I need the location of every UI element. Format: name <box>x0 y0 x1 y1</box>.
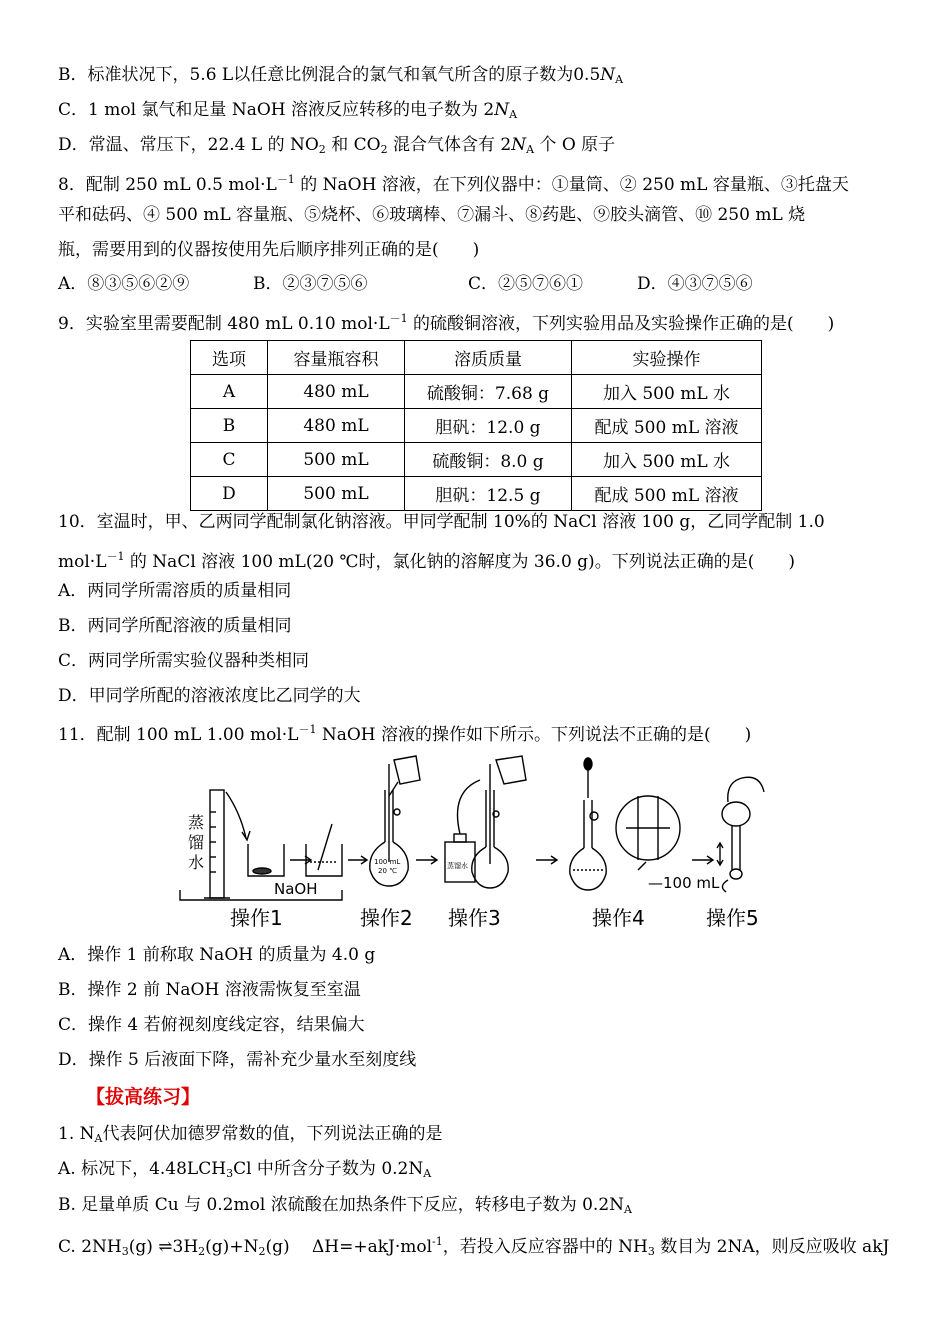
table-row <box>191 375 762 409</box>
step-label: 操作5 <box>706 906 759 930</box>
q11-option-d: D．操作 5 后液面下降，需补充少量水至刻度线 <box>58 1050 417 1070</box>
subscript-2: 2 <box>380 143 388 156</box>
mark-label: —100 mL <box>648 874 720 892</box>
na-symbol: N <box>511 135 527 155</box>
step-label: 操作3 <box>448 906 501 930</box>
table-cell: A <box>191 375 268 409</box>
subscript-3: 3 <box>226 1167 234 1180</box>
meniscus-zoom-icon <box>616 796 680 870</box>
dropper-flask-icon <box>570 758 606 890</box>
q7-d-part: 混合气体含有 2 <box>387 135 512 155</box>
na-subscript: A <box>509 108 518 121</box>
q11-option-b: B．操作 2 前 NaOH 溶液需恢复至室温 <box>58 980 361 1000</box>
q7-d-part: D．常温、常压下，22.4 L 的 NO <box>58 135 319 155</box>
na-subscript: A <box>94 1132 103 1145</box>
step-label: 操作4 <box>592 906 645 930</box>
q8-stem-line2: 平和砝码、④ 500 mL 容量瓶、⑤烧杯、⑥玻璃棒、⑦漏斗、⑧药匙、⑨胶头滴管、⑩ 250 mL 烧 <box>58 205 806 225</box>
q8-option-d: D．④③⑦⑤⑥ <box>637 274 753 294</box>
table-header: 选项 <box>191 341 268 375</box>
water-label: 蒸 <box>188 813 205 832</box>
p1-option-b <box>58 1194 632 1221</box>
table-cell: 配成 500 mL 溶液 <box>572 477 762 511</box>
p1-stem <box>58 1123 442 1150</box>
q10-option-b: B．两同学所配溶液的质量相同 <box>58 616 292 636</box>
table-cell: 胆矾：12.5 g <box>405 477 572 511</box>
p1-text: 数目为 2NA，则反应吸收 akJ <box>654 1237 890 1257</box>
subscript-3: 3 <box>647 1245 655 1258</box>
q10-text: mol·L <box>58 552 107 572</box>
q9-text: 9．实验室里需要配制 480 mL 0.10 mol·L <box>58 314 390 334</box>
table-cell: 硫酸铜：7.68 g <box>405 375 572 409</box>
q10-option-c: C．两同学所需实验仪器种类相同 <box>58 651 310 671</box>
water-label: 馏 <box>188 833 205 852</box>
p1-text: (g) ⇌3H <box>128 1237 199 1257</box>
subscript-2: 2 <box>258 1245 266 1258</box>
q9-text: 的硫酸铜溶液，下列实验用品及实验操作正确的是( ) <box>407 314 835 334</box>
q8-option-c: C．②⑤⑦⑥① <box>468 274 584 294</box>
bottle-label: 蒸馏水 <box>447 862 468 870</box>
flask-temp-label: 20 ℃ <box>378 867 397 875</box>
q11-stem <box>58 719 751 746</box>
p1-text: B. 足量单质 Cu 与 0.2mol 浓硫酸在加热条件下反应，转移电子数为 0.2N <box>58 1195 625 1215</box>
q8-option-b: B．②③⑦⑤⑥ <box>253 274 368 294</box>
table-cell: 480 mL <box>268 375 405 409</box>
q10-option-a: A．两同学所需溶质的质量相同 <box>58 581 292 601</box>
q11-procedure-figure <box>170 752 790 938</box>
q10-stem-line1: 10．室温时，甲、乙两同学配制氯化钠溶液。甲同学配制 10%的 NaCl 溶液 100 g，乙同学配制 1.0 <box>58 512 825 532</box>
superscript: －1 <box>276 173 295 186</box>
volumetric-flask-icon <box>472 756 526 888</box>
table-cell: 胆矾：12.0 g <box>405 409 572 443</box>
na-symbol: N <box>600 65 616 85</box>
na-symbol: N <box>494 100 510 120</box>
q7-option-d <box>58 134 615 161</box>
q7-option-b <box>58 64 623 91</box>
table-header: 实验操作 <box>572 341 762 375</box>
q11-text: NaOH 溶液的操作如下所示。下列说法不正确的是( ) <box>316 725 752 745</box>
naoh-label: NaOH <box>274 880 318 898</box>
subscript-2: 2 <box>318 143 326 156</box>
q7-d-part: 个 O 原子 <box>534 135 616 155</box>
p1-option-c <box>58 1231 889 1263</box>
q9-stem <box>58 308 834 335</box>
water-label: 水 <box>188 853 205 872</box>
table-cell: 480 mL <box>268 409 405 443</box>
p1-text: A. 标况下，4.48LCH <box>58 1159 227 1179</box>
p1-text: C. 2NH <box>58 1237 122 1257</box>
table-row <box>191 477 762 511</box>
superscript: -1 <box>432 1235 443 1248</box>
superscript: －1 <box>298 723 317 736</box>
table-cell: 加入 500 mL 水 <box>572 443 762 477</box>
graduated-cylinder-icon <box>204 790 250 898</box>
table-cell: 硫酸铜：8.0 g <box>405 443 572 477</box>
question-number: 1. <box>58 1124 75 1144</box>
step-label: 操作2 <box>360 906 413 930</box>
q7-option-b-text: B．标准状况下，5.6 L以任意比例混合的氯气和氧气所含的原子数为0.5 <box>58 65 601 85</box>
na-symbol: N <box>79 1124 95 1144</box>
na-subscript: A <box>526 143 535 156</box>
inverting-flask-icon <box>717 777 764 892</box>
q11-option-a: A．操作 1 前称取 NaOH 的质量为 4.0 g <box>58 945 376 965</box>
q10-option-d: D．甲同学所配的溶液浓度比乙同学的大 <box>58 686 361 706</box>
q10-text: 的 NaCl 溶液 100 mL(20 ℃时，氯化钠的溶解度为 36.0 g)。下列说法正确的是( ) <box>124 552 795 572</box>
section-title: 【拔高练习】 <box>86 1086 201 1108</box>
table-row <box>191 443 762 477</box>
table-cell: D <box>191 477 268 511</box>
table-cell: C <box>191 443 268 477</box>
p1-text: Cl 中所含分子数为 0.2N <box>233 1159 424 1179</box>
q8-text: 8．配制 250 mL 0.5 mol·L <box>58 175 277 195</box>
q8-option-a: A．⑧③⑤⑥②⑨ <box>58 274 190 294</box>
p1-text: (g) ΔH=+akJ·mol <box>265 1237 433 1257</box>
beaker-with-rod-icon <box>306 824 342 876</box>
na-subscript: A <box>624 1203 632 1216</box>
p1-text: (g)+N <box>205 1237 259 1257</box>
q8-text: 的 NaOH 溶液，在下列仪器中：①量筒、② 250 mL 容量瓶、③托盘天 <box>294 175 849 195</box>
q7-d-part: 和 CO <box>325 135 381 155</box>
q10-stem-line2 <box>58 546 795 573</box>
subscript-2: 2 <box>198 1245 206 1258</box>
superscript: －1 <box>106 550 125 563</box>
p1-text: ，若投入反应容器中的 NH <box>442 1237 648 1257</box>
subscript-3: 3 <box>121 1245 129 1258</box>
p1-text: 代表阿伏加德罗常数的值，下列说法正确的是 <box>102 1124 443 1144</box>
na-subscript: A <box>615 73 624 86</box>
q11-option-c: C．操作 4 若俯视刻度线定容，结果偏大 <box>58 1015 365 1035</box>
table-cell: 配成 500 mL 溶液 <box>572 409 762 443</box>
na-subscript: A <box>423 1167 432 1180</box>
flask-volume-label: 100 mL <box>374 858 401 866</box>
superscript: －1 <box>389 312 408 325</box>
beaker-icon <box>248 844 284 876</box>
p1-option-a <box>58 1158 431 1185</box>
table-cell: B <box>191 409 268 443</box>
table-cell: 500 mL <box>268 477 405 511</box>
table-row <box>191 409 762 443</box>
table-header: 容量瓶容积 <box>268 341 405 375</box>
q8-stem-line3: 瓶，需要用到的仪器按使用先后顺序排列正确的是( ) <box>58 240 480 260</box>
q7-option-c <box>58 99 517 126</box>
table-header-row <box>191 341 762 375</box>
table-cell: 加入 500 mL 水 <box>572 375 762 409</box>
q11-text: 11．配制 100 mL 1.00 mol·L <box>58 725 299 745</box>
q8-stem-line1 <box>58 169 849 196</box>
q9-options-table <box>190 340 762 511</box>
table-cell: 500 mL <box>268 443 405 477</box>
table-header: 溶质质量 <box>405 341 572 375</box>
step-label: 操作1 <box>230 906 283 930</box>
q7-option-c-text: C．1 mol 氯气和足量 NaOH 溶液反应转移的电子数为 2 <box>58 100 495 120</box>
